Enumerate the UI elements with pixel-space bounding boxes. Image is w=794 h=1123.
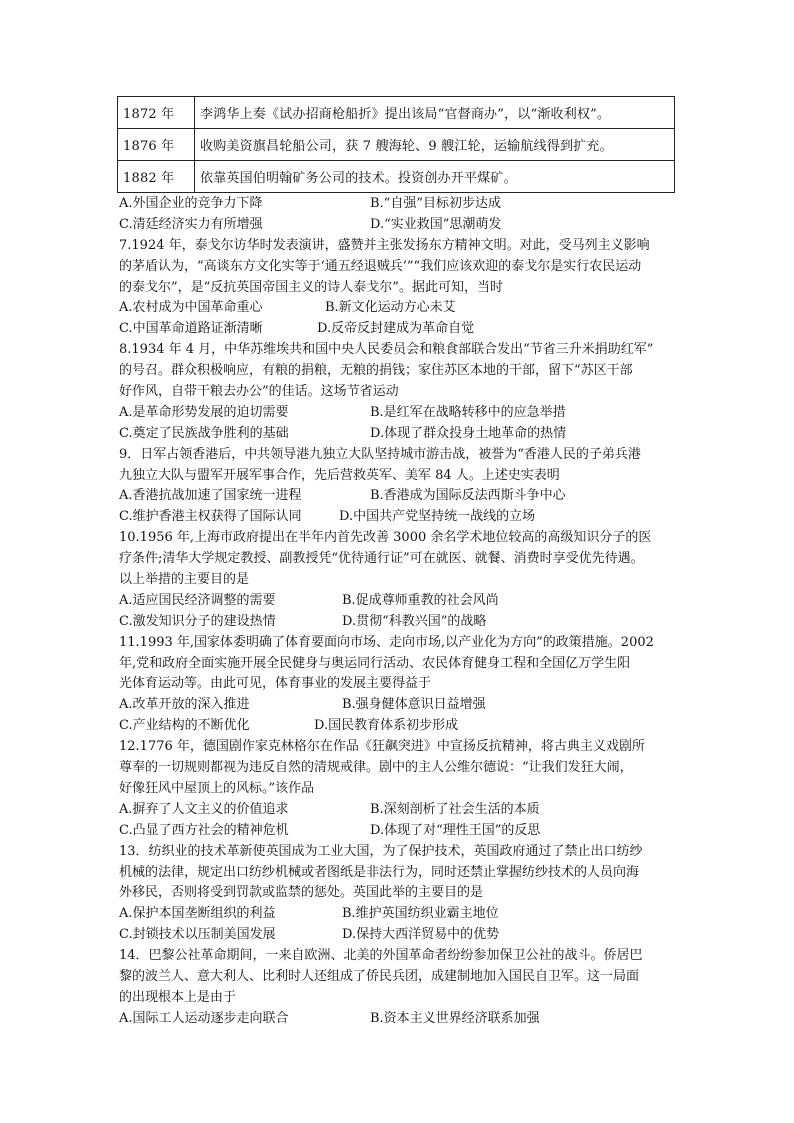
event-cell: 李鸿华上奏《试办招商枪船折》提出该局“官督商办”，以“渐收利权”。	[195, 97, 675, 129]
q9-option-a: A.香港抗战加速了国家统一进程	[119, 488, 302, 504]
q8-stem-line: 8.1934 年 4 月，中华苏维埃共和国中央人民委员会和粮食部联合发出“节省三升米捐助红军”	[119, 342, 654, 358]
q11-option-a: A.改革开放的深入推进	[119, 697, 250, 713]
table-row	[118, 97, 675, 129]
q8-options-row-2	[119, 424, 679, 445]
q12-stem-line: 12.1776 年，德国剧作家克林格尔在作品《狂飙突进》中宣扬反抗精神，将古典主义戏剧所	[119, 739, 645, 755]
q8-option-b: B.是红军在战略转移中的应急举措	[370, 404, 566, 420]
q11-option-b: B.强身健体意识日益增强	[342, 697, 486, 713]
q9-options-row-2	[119, 507, 679, 528]
q13-option-b: B.维护英国纺织业霸主地位	[342, 906, 499, 922]
q8-option-d: D.体现了群众投身土地革命的热情	[370, 425, 567, 441]
event-cell: 收购美资旗昌轮船公司，获 7 艘海轮、9 艘江轮，运输航线得到扩充。	[195, 129, 675, 161]
q11-stem-line: 年,党和政府全面实施开展全民健身与奥运同行活动、农民体育健身工程和全国亿万学生阳	[119, 655, 631, 671]
q9-option-c: C.维护香港主权获得了国际认同	[119, 509, 302, 525]
q14-options-row-1	[119, 1009, 679, 1030]
q8-stem-line: 好作风，自带干粮去办公”的佳话。这场节省运动	[119, 384, 399, 400]
q9-option-d: D.中国共产党坚持统一战线的立场	[339, 509, 536, 525]
q13-options-row-1	[119, 904, 679, 925]
q12-option-c: C.凸显了西方社会的精神危机	[119, 822, 289, 838]
q9-options-row-1	[119, 486, 679, 507]
q6-option-d: D.“实业救国”思潮萌发	[370, 216, 502, 232]
q7-options-row-2	[119, 319, 679, 340]
q8-option-a: A.是革命形势发展的迫切需要	[119, 404, 289, 420]
q13-option-c: C.封锁技术以压制美国发展	[119, 927, 276, 943]
q12-option-b: B.深刻剖析了社会生活的本质	[370, 801, 540, 817]
q13-options-row-2	[119, 925, 679, 946]
q7-options-row-1	[119, 298, 679, 319]
q12-options-row-1	[119, 800, 679, 821]
q10-option-a: A.适应国民经济调整的需要	[119, 592, 276, 608]
q7-stem-line: 的泰戈尔”，是“反抗英国帝国主义的诗人泰戈尔”。据此可知，当时	[119, 279, 503, 295]
q10-option-b: B.促成尊师重教的社会风尚	[342, 592, 499, 608]
q10-stem-line: 疗条件;清华大学规定教授、副教授凭“优待通行证”可在就医、就餐、消费时享受优先待遇。	[119, 551, 644, 567]
table-row	[118, 129, 675, 161]
q13-stem-line: 机械的法律，规定出口纺纱机械或者图纸是非法行为，同时还禁止掌握纺纱技术的人员向海	[119, 864, 640, 880]
q12-stem-line: 尊奉的一切规则都视为违反自然的清规戒律。剧中的主人公维尔德说：“让我们发狂大闹，	[119, 760, 633, 776]
q12-option-d: D.体现了对“理性王国”的反思	[370, 822, 541, 838]
q8-stem-line: 的号召。群众积极响应，有粮的捐粮，无粮的捐钱；家住苏区本地的干部，留下“苏区干部	[119, 363, 633, 379]
q14-stem-line: 黎的波兰人、意大利人、比利时人还组成了侨民兵团，成建制地加入国民自卫军。这一局面	[119, 968, 640, 984]
event-cell: 依靠英国伯明翰矿务公司的技术。投资创办开平煤矿。	[195, 161, 675, 193]
q12-option-a: A.摒弃了人文主义的价值追求	[119, 801, 289, 817]
q7-stem-line: 的茅盾认为，“高谈东方文化实等于‘通五经退贼兵’”“我们应该欢迎的泰戈尔是实行农民运动	[119, 258, 642, 274]
q6-options-row-1	[119, 194, 679, 215]
q10-options-row-2	[119, 612, 679, 633]
q6-option-a: A.外国企业的竞争力下降	[119, 196, 263, 211]
q14-stem-line: 的出现根本上是由于	[119, 989, 237, 1005]
q6-option-c: C.清廷经济实力有所增强	[119, 216, 263, 232]
q10-stem-line: 以上举措的主要目的是	[119, 572, 250, 588]
q13-stem-line: 外移民，否则将受到罚款或监禁的惩处。英国此举的主要目的是	[119, 885, 484, 901]
year-cell: 1872 年	[118, 97, 195, 129]
question-list	[119, 194, 679, 1030]
q14-option-b: B.资本主义世界经济联系加强	[370, 1010, 540, 1026]
q8-options-row-1	[119, 403, 679, 424]
q11-stem-line: 光体育运动等。由此可见，体育事业的发展主要得益于	[119, 676, 432, 692]
q11-option-d: D.国民教育体系初步形成	[314, 718, 459, 734]
q11-options-row-2	[119, 716, 679, 737]
q8-option-c: C.奠定了民族战争胜利的基础	[119, 425, 289, 441]
q14-stem-line: 14．巴黎公社革命期间，一来自欧洲、北美的外国革命者纷纷参加保卫公社的战斗。侨居巴	[119, 948, 643, 964]
table-row	[118, 161, 675, 193]
q13-stem-line: 13．纺织业的技术革新使英国成为工业大国，为了保护技术，英国政府通过了禁止出口纺纱	[119, 843, 643, 859]
q10-options-row-1	[119, 591, 679, 612]
q13-option-d: D.保持大西洋贸易中的优势	[342, 927, 500, 943]
q11-stem-line: 11.1993 年,国家体委明确了体育要面向市场、走向市场,以产业化为方向”的政策措施。2002	[119, 634, 654, 650]
q11-options-row-1	[119, 695, 679, 716]
q12-stem-line: 好像狂风中屋顶上的风标。”该作品	[119, 780, 315, 796]
q6-options-row-2	[119, 215, 679, 236]
q6-option-b: B.“自强”目标初步达成	[370, 196, 501, 211]
q7-option-b: B.新文化运动方心未艾	[325, 300, 456, 316]
q7-option-a: A.农村成为中国革命重心	[119, 300, 263, 316]
q10-option-c: C.激发知识分子的建设热情	[119, 613, 276, 629]
q10-stem-line: 10.1956 年,上海市政府提出在半年内首先改善 3000 余名学术地位较高的高级知识分子的医	[119, 530, 652, 546]
q13-option-a: A.保护本国垄断组织的利益	[119, 906, 276, 922]
q9-stem-line: 9．日军占领香港后，中共领导港九独立大队坚持城市游击战，被誉为“香港人民的子弟兵港	[119, 446, 641, 462]
q7-stem-line: 7.1924 年，泰戈尔访华时发表演讲，盛赞并主张发扬东方精神文明。对此，受马列主义影响	[119, 237, 650, 253]
q10-option-d: D.贯彻“科教兴国”的战略	[342, 613, 487, 629]
q11-option-c: C.产业结构的不断优化	[119, 718, 250, 734]
q14-option-a: A.国际工人运动逐步走向联合	[119, 1010, 289, 1026]
timeline-table	[117, 96, 675, 193]
q7-option-c: C.中国革命道路证渐清晰	[119, 321, 263, 337]
q7-option-d: D.反帝反封建成为革命自觉	[317, 321, 475, 337]
year-cell: 1882 年	[118, 161, 195, 193]
year-cell: 1876 年	[118, 129, 195, 161]
q12-options-row-2	[119, 821, 679, 842]
q9-stem-line: 九独立大队与盟军开展军事合作，先后营救英军、美军 84 人。上述史实表明	[119, 467, 560, 483]
q9-option-b: B.香港成为国际反法西斯斗争中心	[370, 488, 566, 504]
